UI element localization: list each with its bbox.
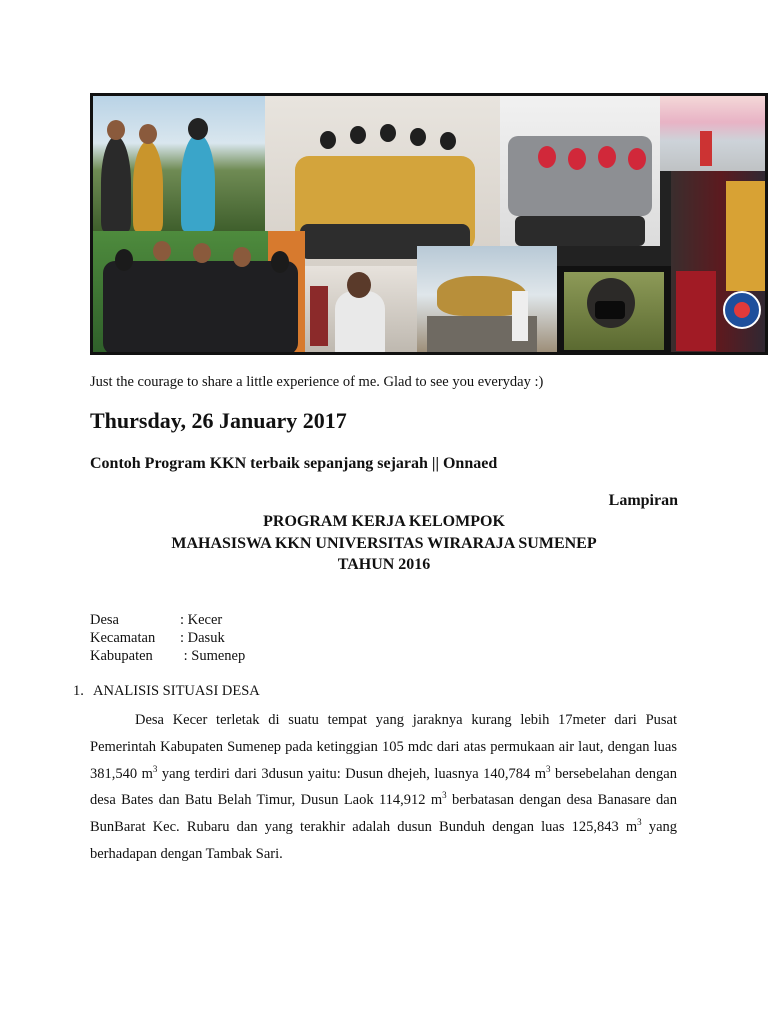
- header-banner-collage: [90, 93, 768, 355]
- blog-tagline: Just the courage to share a little experience of me. Glad to see you everyday :): [90, 374, 544, 390]
- info-row-kecamatan: [90, 629, 245, 647]
- info-label: Kabupaten: [90, 648, 153, 664]
- section-heading: [73, 683, 260, 700]
- info-row-desa: [90, 611, 245, 629]
- photo-outdoor-event: [305, 266, 417, 355]
- info-value: : Sumenep: [180, 648, 246, 664]
- post-title-link[interactable]: Contoh Program KKN terbaik sepanjang sejarah || Onnaed: [90, 455, 498, 472]
- lampiran-label: Lampiran: [608, 492, 678, 509]
- paragraph-text: yang berhadapan dengan Tambak Sari.: [90, 819, 677, 862]
- paragraph-text: berbatasan dengan desa Banasare dan BunBarat Kec. Rubaru dan yang terakhir adalah dusun Bunduh dengan luas 125,843 m: [90, 792, 677, 836]
- superscript: 3: [637, 817, 642, 828]
- info-value: : Dasuk: [180, 630, 225, 646]
- photo-group-outdoor: [93, 96, 265, 231]
- photo-grey-uniform-team: [500, 96, 660, 246]
- superscript: 3: [152, 763, 158, 774]
- situation-paragraph: [90, 707, 677, 868]
- post-date: Thursday, 26 January 2017: [90, 408, 347, 433]
- superscript: 3: [442, 790, 447, 801]
- photo-graduation: [671, 171, 768, 355]
- section-title: ANALISIS SITUASI DESA: [93, 683, 260, 699]
- village-info: [90, 611, 245, 665]
- photo-camera-portrait: [557, 266, 671, 355]
- info-label: Desa: [90, 612, 119, 628]
- paragraph-text: yang terdiri dari 3dusun yaitu: Dusun dhejeh, luasnya 140,784 m: [157, 765, 546, 782]
- university-seal-icon: [723, 291, 761, 329]
- doc-title-line-1: PROGRAM KERJA KELOMPOK: [263, 513, 505, 530]
- photo-street-umbrellas: [660, 96, 768, 171]
- info-label: Kecamatan: [90, 630, 156, 646]
- photo-green-wall-group: [93, 231, 305, 355]
- paragraph-text: bersebelahan dengan desa Bates dan Batu Belah Timur, Dusun Laok 114,912 m: [90, 765, 677, 809]
- photo-bull-statue: [417, 246, 557, 355]
- info-row-kabupaten: [90, 647, 245, 665]
- info-value: : Kecer: [180, 612, 223, 628]
- doc-title-line-3: TAHUN 2016: [337, 556, 431, 573]
- paragraph-text: Desa Kecer terletak di suatu tempat yang jaraknya kurang lebih 17meter dari Pusat Pemerintah Kabupaten Sumenep pada ketinggian 105 mdc dari atas permukaan air laut, dengan luas 381,540 m: [90, 712, 677, 782]
- section-number: 1.: [73, 683, 84, 699]
- superscript: 3: [545, 763, 551, 774]
- doc-title-line-2: MAHASISWA KKN UNIVERSITAS WIRARAJA SUMENEP: [171, 535, 597, 552]
